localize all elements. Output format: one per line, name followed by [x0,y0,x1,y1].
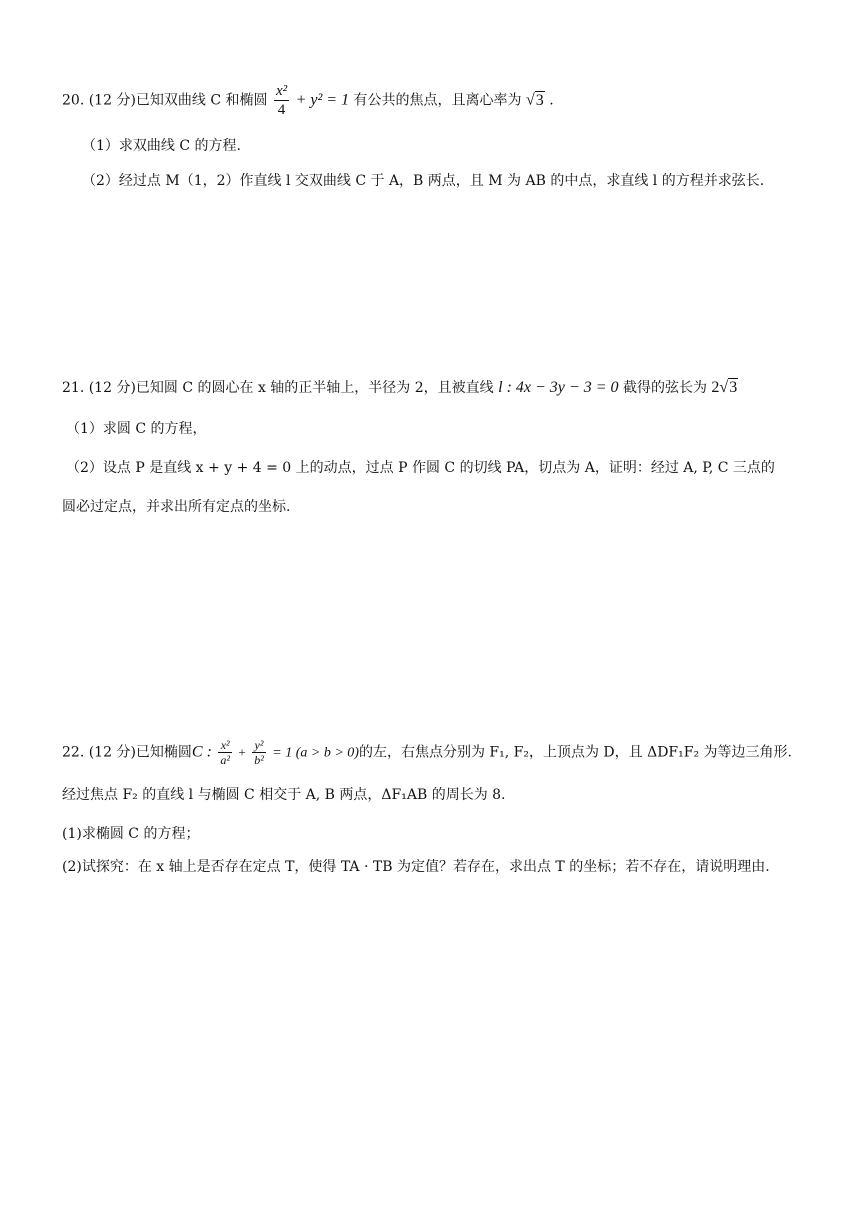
q21-mid: 截得的弦长为 [622,380,707,396]
q20-part2: （2）经过点 M（1，2）作直线 l 交双曲线 C 于 A，B 两点，且 M 为 AB 的中点，求直线 l 的方程并求弦长. [82,173,765,189]
q21-sqrt-sym: √ [719,379,729,396]
q22-frac-y-den: b² [254,753,264,767]
q20-prefix: 20. (12 分)已知双曲线 C 和椭圆 [62,92,268,109]
q21-sqrt-val: 3 [729,379,738,396]
q22-prefix: 22. (12 分)已知椭圆 [62,744,192,761]
q21-chord: 2 [711,379,720,396]
q22-part2: (2)试探究：在 x 轴上是否存在定点 T，使得 TA · TB 为定值？若存在，求出点 T 的坐标；若不存在，请说明理由. [62,859,770,875]
q20-frac-den: 4 [277,102,286,118]
q22-frac-x [218,738,232,767]
q22-frac-y-num: y² [252,738,266,753]
q22-ellipse-c: C : [191,743,212,761]
q22-frac-x-den: a² [220,753,230,767]
q21-part2b: 圆必过定点，并求出所有定点的坐标. [62,499,291,515]
q20-part1: （1）求双曲线 C 的方程. [82,138,241,154]
q20-end: . [549,92,554,109]
q22-stem [62,738,820,767]
q22-frac-x-num: x² [218,738,232,753]
q20-eq-rest: + y² = 1 [295,91,350,109]
q20-sqrt-sym: √ [525,91,535,109]
q22-eq-rest: = 1 (a > b > 0) [272,745,359,761]
q20-stem [62,82,820,119]
q21-prefix: 21. (12 分)已知圆 C 的圆心在 x 轴的正半轴上，半径为 2，且被直线 [62,380,494,396]
q20-suffix: 有公共的焦点，且离心率为 [353,92,522,109]
q21-part1: （1）求圆 C 的方程， [66,421,207,437]
q20-sqrt-val: 3 [535,91,544,109]
q22-line2: 经过焦点 F₂ 的直线 l 与椭圆 C 相交于 A, B 两点，ΔF₁AB 的周长为 8. [62,787,506,803]
q21-part2a: （2）设点 P 是直线 x + y + 4 = 0 上的动点，过点 P 作圆 C 的切线 PA，切点为 A，证明：经过 A, P, C 三点的 [66,460,775,476]
q22-frac-y [252,738,266,767]
q22-plus: + [238,744,246,760]
q20-fraction [274,82,289,119]
q21-stem [62,378,820,398]
q21-line-eq: l : 4x − 3y − 3 = 0 [498,379,619,396]
q22-suffix: 的左，右焦点分别为 F₁, F₂，上顶点为 D，且 ΔDF₁F₂ 为等边三角形. [358,744,792,761]
q20-frac-num: x² [275,83,288,99]
q22-part1: (1)求椭圆 C 的方程； [62,826,200,842]
